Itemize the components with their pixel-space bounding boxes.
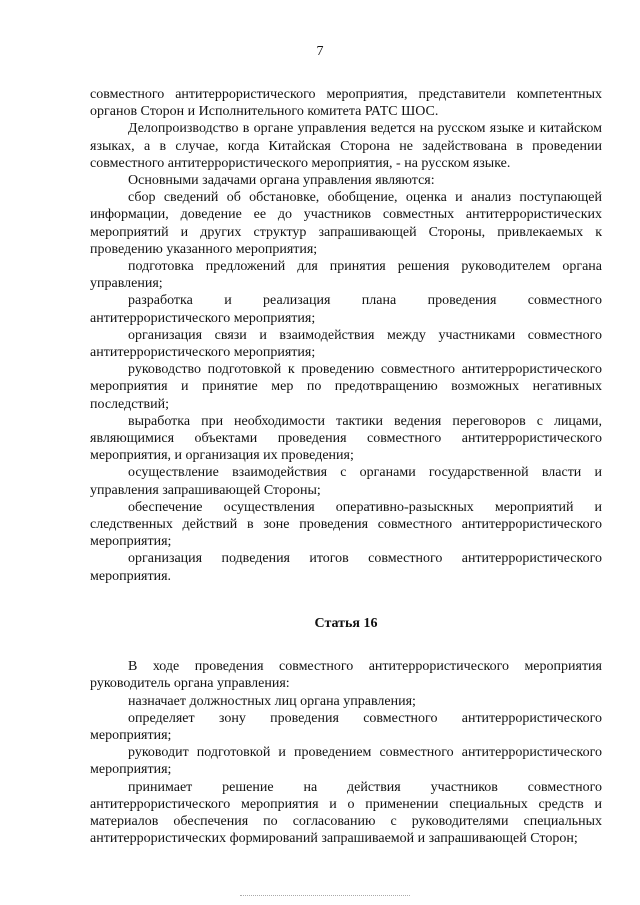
paragraph: осуществление взаимодействия с органами государственной власти и управления запрашивающей Стороны;	[90, 465, 602, 498]
paragraph: выработка при необходимости тактики ведения переговоров с лицами, являющимися объектами проведения совместного антитеррористического мероприятия, и организация их проведения;	[90, 413, 602, 464]
paragraph: руководит подготовкой и проведением совместного антитеррористического мероприятия;	[90, 745, 602, 778]
paragraph: принимает решение на действия участников совместного антитеррористического мероприятия и о применении специальных средств и материалов обеспечения по согласованию с руководителями специальных антитеррористических формирований запрашиваемой и запрашивающей Сторон;	[90, 779, 602, 847]
paragraph: назначает должностных лиц органа управления;	[128, 693, 416, 709]
paragraph: обеспечение осуществления оперативно-разыскных мероприятий и следственных действий в зоне проведения совместного антитеррористического мероприятия;	[90, 499, 602, 550]
paragraph: В ходе проведения совместного антитеррористического мероприятия руководитель органа управления:	[90, 659, 602, 692]
paragraph: подготовка предложений для принятия решения руководителем органа управления;	[90, 259, 602, 292]
paragraphs-before	[90, 86, 602, 585]
article-heading: Статья 16	[314, 615, 378, 631]
paragraph: организация связи и взаимодействия между участниками совместного антитеррористического мероприятия;	[90, 327, 602, 361]
page-number: 7	[316, 44, 324, 59]
paragraph: сбор сведений об обстановке, обобщение, оценка и анализ поступающей информации, доведение ее до участников совместных антитеррористических мероприятий и других структур запрашивающей Стороны, привлекаемых к проведению указанного мероприятия;	[90, 190, 602, 257]
paragraph: разработка и реализация плана проведения совместного антитеррористического мероприятия;	[90, 293, 602, 326]
footer-scan-marks	[240, 895, 410, 900]
paragraph: Делопроизводство в органе управления ведется на русском языке и китайском языках, а в случае, когда Китайская Сторона не задействована в проведении совместного антитеррористического мероприятия, - на русском языке.	[90, 121, 602, 171]
paragraph: определяет зону проведения совместного антитеррористического мероприятия;	[90, 710, 602, 743]
paragraph: руководство подготовкой к проведению совместного антитеррористического мероприятия и принятие мер по предотвращению возможных негативных последствий;	[90, 362, 602, 412]
paragraph: Основными задачами органа управления являются:	[128, 173, 435, 189]
paragraph: совместного антитеррористического мероприятия, представители компетентных органов Сторон и Исполнительного комитета РАТС ШОС.	[90, 87, 602, 120]
paragraphs-after	[90, 658, 602, 847]
page-body	[90, 86, 602, 847]
paragraph: организация подведения итогов совместного антитеррористического мероприятия.	[90, 551, 602, 584]
